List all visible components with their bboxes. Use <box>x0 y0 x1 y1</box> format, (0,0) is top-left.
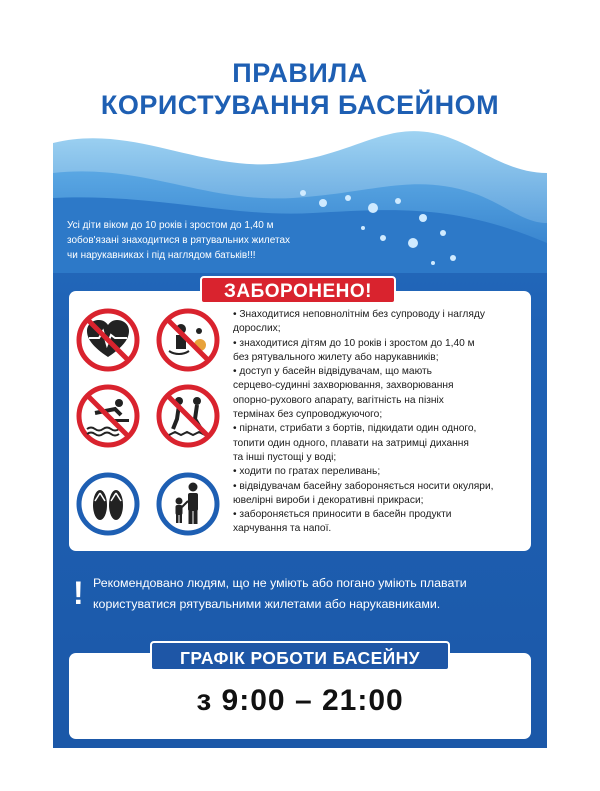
rule-line: термінах без супроводжуючого; <box>233 409 383 421</box>
exclamation-icon: ! <box>73 575 84 611</box>
title-line-1: ПРАВИЛА <box>232 58 368 88</box>
rule-line: харчування та напої. <box>233 523 332 535</box>
recommendation-text <box>93 573 533 615</box>
rule-line: • пірнати, стрибати з бортів, підкидати один одного, <box>233 423 477 435</box>
rule-line: дорослих; <box>233 323 281 335</box>
intro-line-2: зобов'язані знаходитися в рятувальних жилетах <box>67 235 291 246</box>
page-title <box>53 57 547 121</box>
recommend-line-2: користуватися рятувальними жилетами або нарукавниками. <box>93 597 441 611</box>
rule-line: опорно-рухового апарату, вагітність на пізніх <box>233 394 444 406</box>
rule-line: • забороняється приносити в басейн продукти <box>233 509 452 521</box>
no-diving-icon <box>75 383 141 449</box>
intro-line-1: Усі діти віком до 10 років і зростом до 1,40 м <box>67 220 274 231</box>
parent-with-child-icon <box>155 471 221 537</box>
rule-line: • знаходитися дітям до 10 років і зростом до 1,40 м <box>233 337 475 349</box>
poster <box>53 43 547 748</box>
flip-flops-icon <box>75 471 141 537</box>
schedule-title: ГРАФІК РОБОТИ БАСЕЙНУ <box>150 641 450 671</box>
title-line-2: КОРИСТУВАННЯ БАСЕЙНОМ <box>100 90 500 120</box>
no-pushing-icon <box>155 383 221 449</box>
recommend-line-1: Рекомендовано людям, що не уміють або погано уміють плавати <box>93 576 467 590</box>
rule-line: без рятувального жилету або нарукавників; <box>233 351 439 363</box>
rule-line: ювелірні вироби і декоративні прикраси; <box>233 494 424 506</box>
forbidden-label: ЗАБОРОНЕНО! <box>200 276 396 304</box>
no-children-unattended-icon <box>155 307 221 373</box>
schedule-time: з 9:00 – 21:00 <box>196 684 404 717</box>
rule-line: • відвідувачам басейну забороняється носити окуляри, <box>233 480 494 492</box>
rule-line: • ходити по гратах переливань; <box>233 466 381 478</box>
rule-line: топити один одного, плавати на затримці дихання <box>233 437 469 449</box>
forbidden-rules-list <box>233 308 533 537</box>
intro-text <box>67 218 367 263</box>
rule-line: та інші пустощі у воді; <box>233 451 337 463</box>
rule-line: серцево-судинні захворювання, захворювання <box>233 380 454 392</box>
rule-line: • доступ у басейн відвідувачам, що мають <box>233 366 432 378</box>
intro-line-3: чи нарукавниках і під наглядом батьків!!! <box>67 250 256 261</box>
rule-line: • Знаходитися неповнолітнім без супроводу і нагляду <box>233 309 485 320</box>
no-heart-disease-icon <box>75 307 141 373</box>
